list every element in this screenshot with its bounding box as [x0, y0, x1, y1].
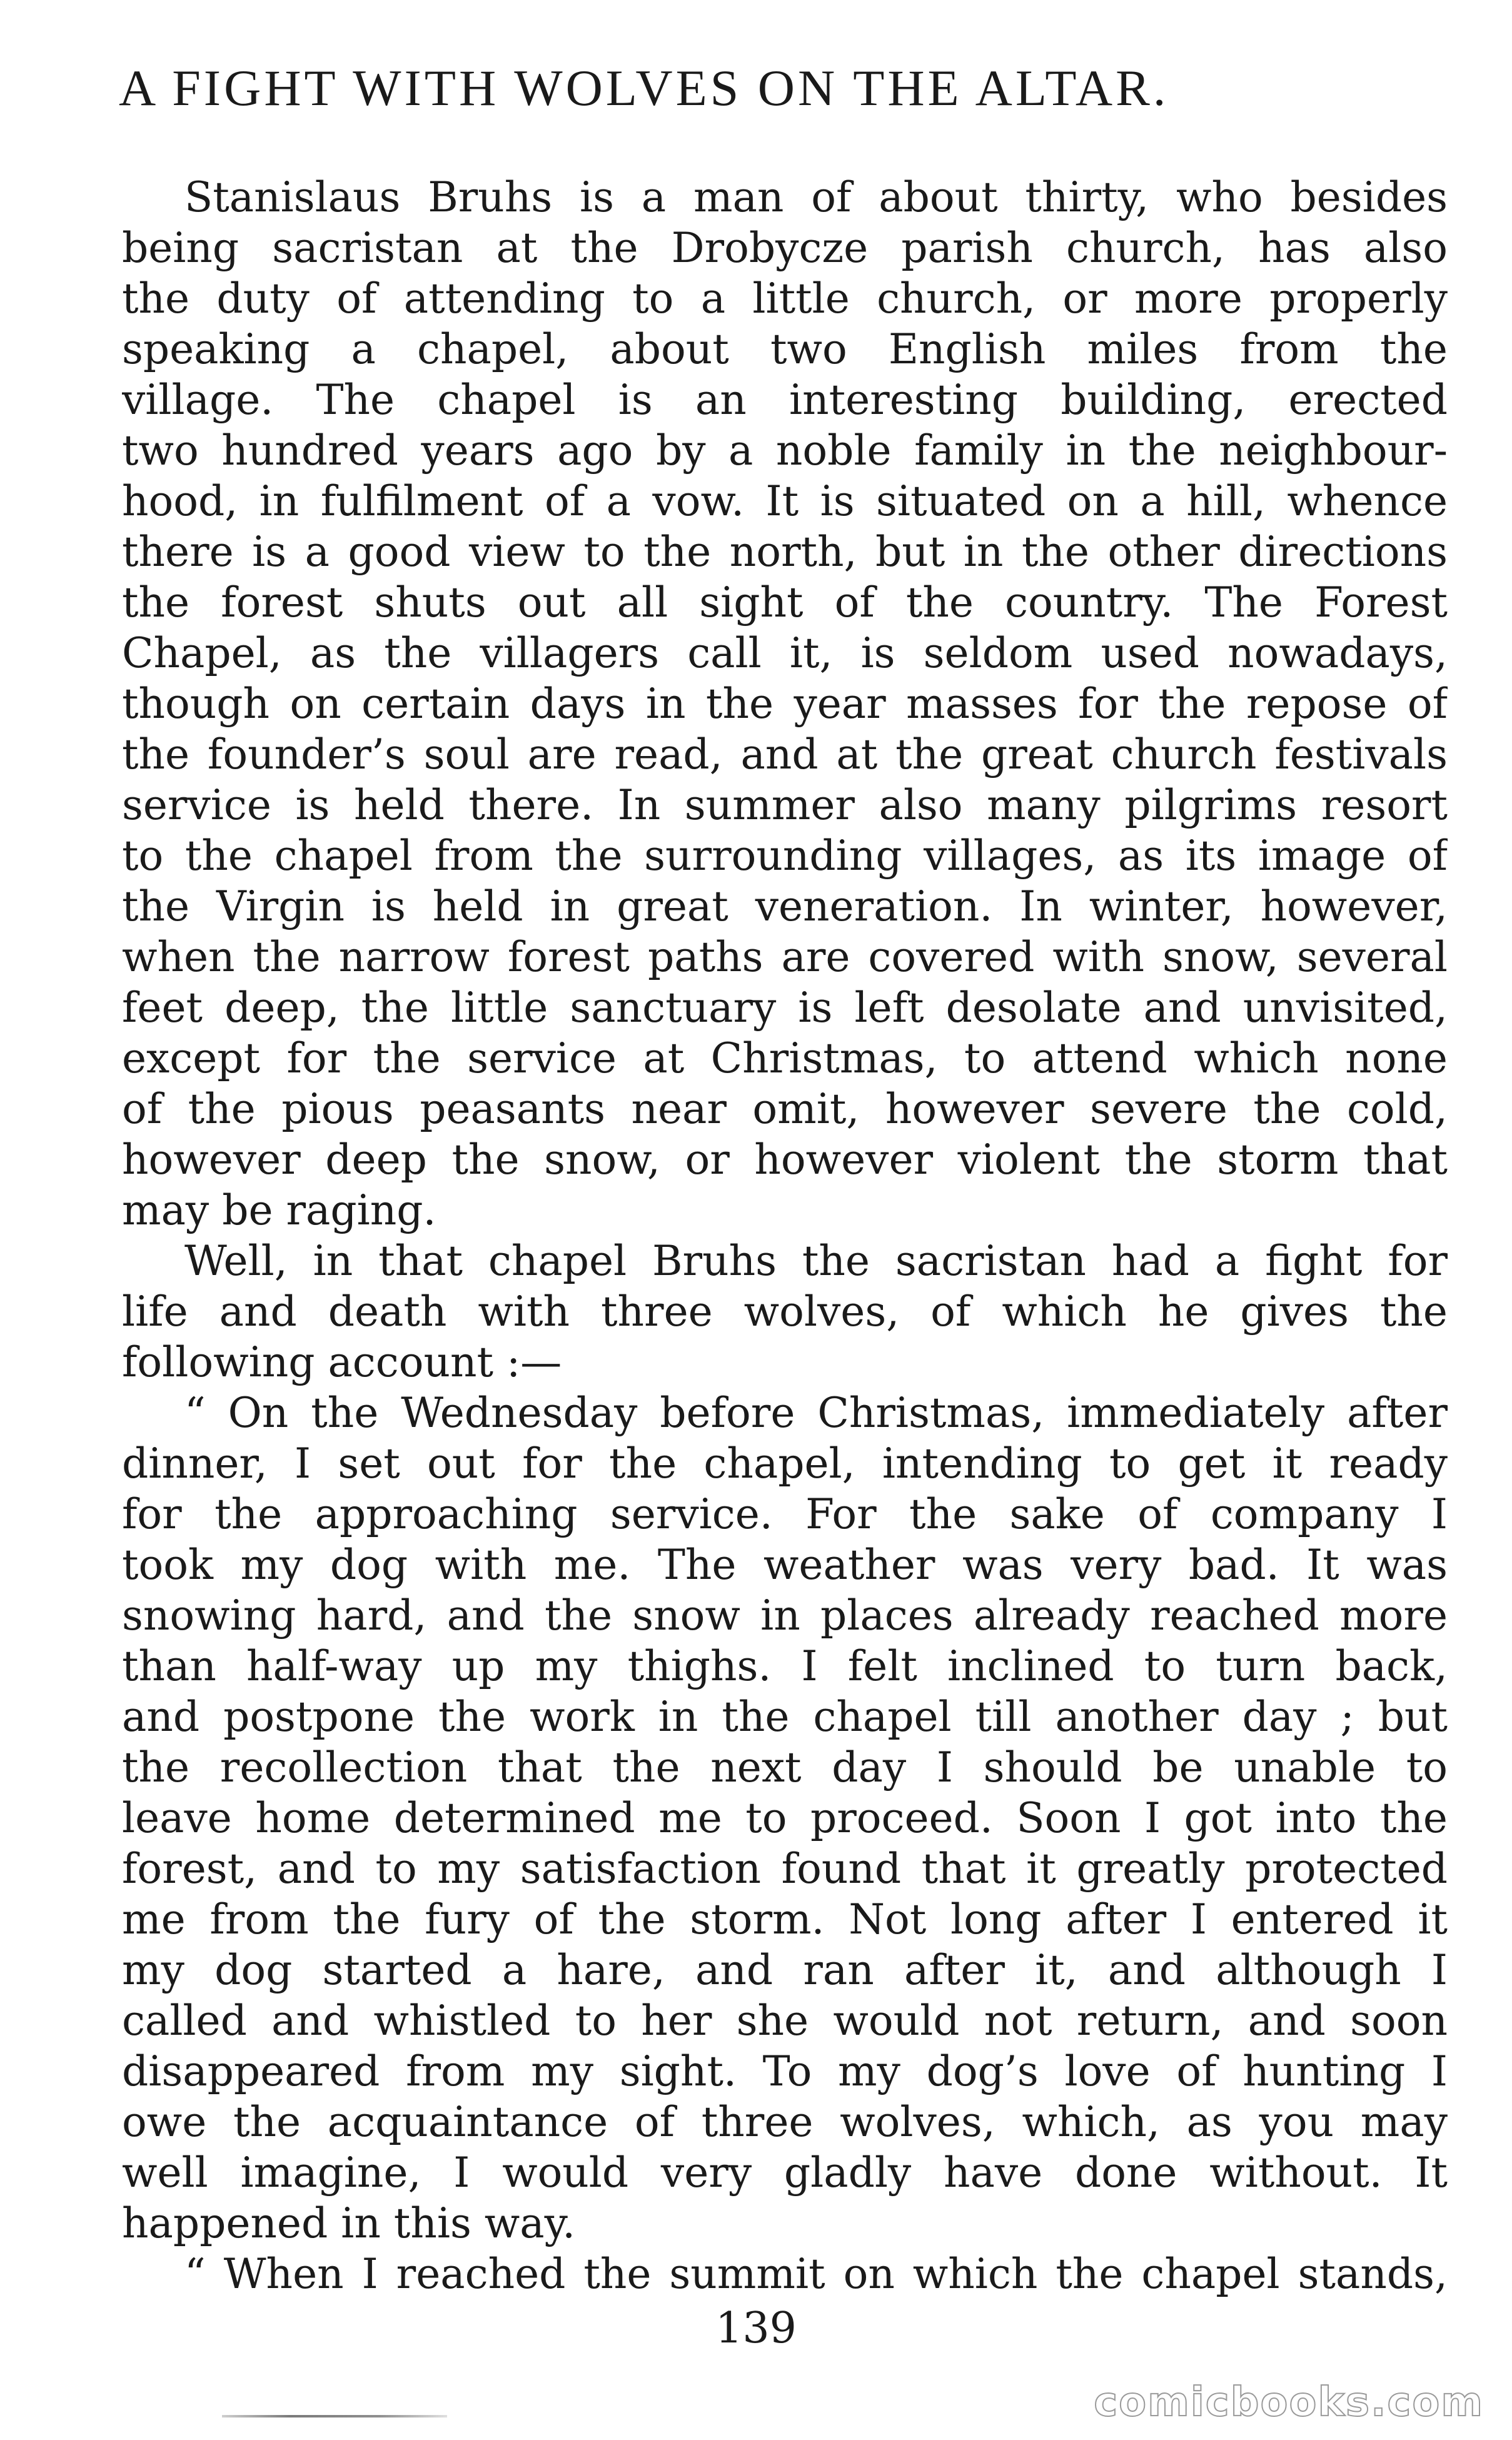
- text-line: “ When I reached the summit on which the chapel stands,: [184, 2250, 1448, 2298]
- text-line: following account :—: [122, 1338, 562, 1386]
- text-line: service is held there. In summer also many pilgrims resort: [122, 781, 1448, 829]
- text-line: life and death with three wolves, of which he gives the: [122, 1288, 1448, 1336]
- text-line: speaking a chapel, about two English miles from the: [122, 325, 1448, 373]
- text-line: two hundred years ago by a noble family in the neighbour-: [122, 426, 1448, 475]
- text-line: snowing hard, and the snow in places already reached more: [122, 1591, 1448, 1640]
- printer-rule: [222, 2415, 447, 2417]
- text-line: being sacristan at the Drobycze parish church, has also: [122, 224, 1448, 272]
- body-text: [122, 172, 1448, 2299]
- text-line: when the narrow forest paths are covered with snow, several: [122, 933, 1448, 981]
- text-line: however deep the snow, or however violent the storm that: [122, 1136, 1448, 1184]
- text-line: there is a good view to the north, but in the other directions: [122, 528, 1448, 576]
- text-line: Stanislaus Bruhs is a man of about thirty, who besides: [184, 173, 1448, 221]
- text-line: happened in this way.: [122, 2199, 576, 2247]
- text-line: the founder’s soul are read, and at the great church festivals: [122, 730, 1448, 779]
- text-line: hood, in fulfilment of a vow. It is situated on a hill, whence: [122, 477, 1448, 525]
- text-line: my dog started a hare, and ran after it, and although I: [122, 1946, 1448, 1994]
- text-line: leave home determined me to proceed. Soon I got into the: [122, 1794, 1448, 1842]
- text-line: may be raging.: [122, 1186, 436, 1234]
- text-line: well imagine, I would very gladly have done without. It: [122, 2149, 1448, 2197]
- text-line: and postpone the work in the chapel till another day ; but: [122, 1693, 1448, 1741]
- text-line: Chapel, as the villagers call it, is seldom used nowadays,: [122, 629, 1448, 677]
- page-number: 139: [715, 2304, 797, 2353]
- text-line: me from the fury of the storm. Not long after I entered it: [122, 1895, 1448, 1943]
- text-line: Well, in that chapel Bruhs the sacristan had a fight for: [184, 1237, 1448, 1285]
- text-line: called and whistled to her she would not return, and soon: [122, 1997, 1448, 2045]
- text-line: the forest shuts out all sight of the country. The Forest: [122, 578, 1448, 627]
- text-line: than half-way up my thighs. I felt inclined to turn back,: [122, 1642, 1448, 1690]
- text-line: dinner, I set out for the chapel, intending to get it ready: [122, 1439, 1448, 1488]
- text-line: owe the acquaintance of three wolves, which, as you may: [122, 2098, 1448, 2146]
- text-line: the duty of attending to a little church, or more properly: [122, 275, 1448, 323]
- text-line: to the chapel from the surrounding villages, as its image of: [122, 832, 1448, 880]
- text-line: for the approaching service. For the sake of company I: [122, 1490, 1448, 1538]
- text-line: village. The chapel is an interesting building, erected: [122, 376, 1448, 424]
- text-line: except for the service at Christmas, to attend which none: [122, 1034, 1448, 1082]
- text-line: though on certain days in the year masses for the repose of: [122, 680, 1448, 728]
- text-line: took my dog with me. The weather was very bad. It was: [122, 1541, 1448, 1589]
- text-line: forest, and to my satisfaction found that it greatly protected: [122, 1845, 1448, 1893]
- text-line: the recollection that the next day I should be unable to: [122, 1743, 1448, 1792]
- watermark: comicbooks.com: [1094, 2379, 1484, 2426]
- text-line: feet deep, the little sanctuary is left desolate and unvisited,: [122, 984, 1448, 1032]
- text-line: of the pious peasants near omit, however severe the cold,: [122, 1085, 1448, 1133]
- text-line: the Virgin is held in great veneration. In winter, however,: [122, 882, 1448, 930]
- chapter-title: A FIGHT WITH WOLVES ON THE ALTAR.: [119, 59, 1169, 116]
- text-line: “ On the Wednesday before Christmas, immediately after: [184, 1389, 1448, 1437]
- text-line: disappeared from my sight. To my dog’s love of hunting I: [122, 2047, 1448, 2095]
